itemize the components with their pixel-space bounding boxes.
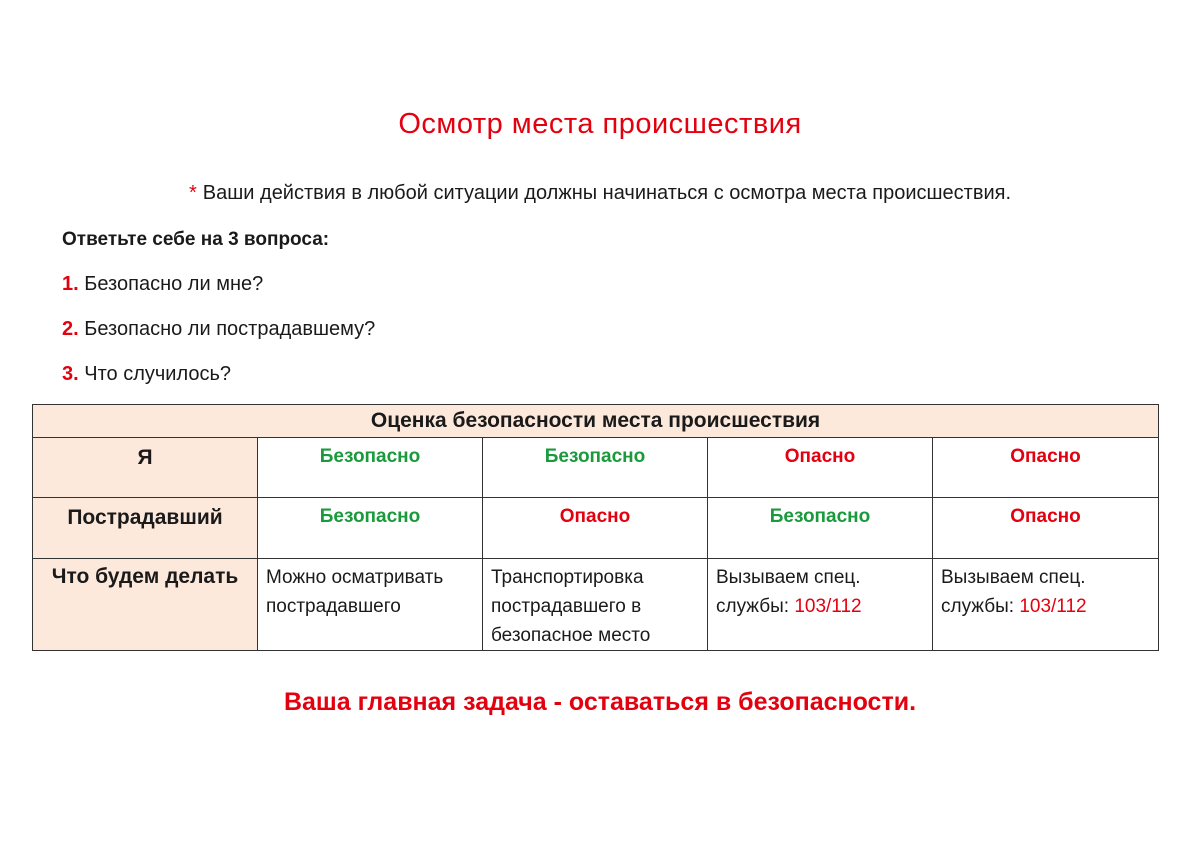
action-text: Можно осматривать пострадавшего	[266, 567, 444, 617]
intro-note	[0, 182, 1200, 205]
status-cell: Безопасно	[708, 498, 933, 559]
table-row-me	[33, 438, 1159, 498]
question-text: Безопасно ли пострадавшему?	[84, 318, 376, 340]
table-heading: Оценка безопасности места происшествия	[33, 405, 1159, 438]
question-2	[62, 318, 375, 341]
question-number: 1.	[62, 273, 79, 295]
main-task-message: Ваша главная задача - оставаться в безопасности.	[283, 688, 917, 716]
action-text: Вызываем спец. службы:	[716, 567, 861, 617]
question-3	[62, 363, 231, 386]
emergency-phone: 103/112	[1019, 596, 1087, 617]
action-text: Вызываем спец. службы:	[941, 567, 1086, 617]
intro-note-text: Ваши действия в любой ситуации должны начинаться с осмотра места происшествия.	[202, 182, 1012, 204]
status-cell: Безопасно	[258, 438, 483, 498]
status-cell: Безопасно	[483, 438, 708, 498]
row-label-me: Я	[33, 438, 258, 498]
action-cell	[483, 559, 708, 651]
action-cell	[933, 559, 1159, 651]
row-label-victim: Пострадавший	[33, 498, 258, 559]
safety-assessment-table	[32, 404, 1159, 651]
questions-lead: Ответьте себе на 3 вопроса:	[62, 229, 330, 250]
action-text: Транспортировка пострадавшего в безопасное место	[491, 567, 651, 646]
emergency-phone: 103/112	[794, 596, 862, 617]
page-title: Осмотр места происшествия	[398, 108, 802, 140]
status-cell: Опасно	[933, 438, 1159, 498]
status-cell: Опасно	[708, 438, 933, 498]
status-cell: Опасно	[483, 498, 708, 559]
status-cell: Опасно	[933, 498, 1159, 559]
asterisk-mark: *	[188, 182, 197, 204]
table-row-action	[33, 559, 1159, 651]
question-text: Безопасно ли мне?	[84, 273, 264, 295]
table-row-victim	[33, 498, 1159, 559]
action-cell	[258, 559, 483, 651]
status-cell: Безопасно	[258, 498, 483, 559]
question-1	[62, 273, 263, 296]
question-text: Что случилось?	[84, 363, 232, 385]
question-number: 3.	[62, 363, 79, 385]
row-label-action: Что будем делать	[33, 559, 258, 651]
question-number: 2.	[62, 318, 79, 340]
action-cell	[708, 559, 933, 651]
